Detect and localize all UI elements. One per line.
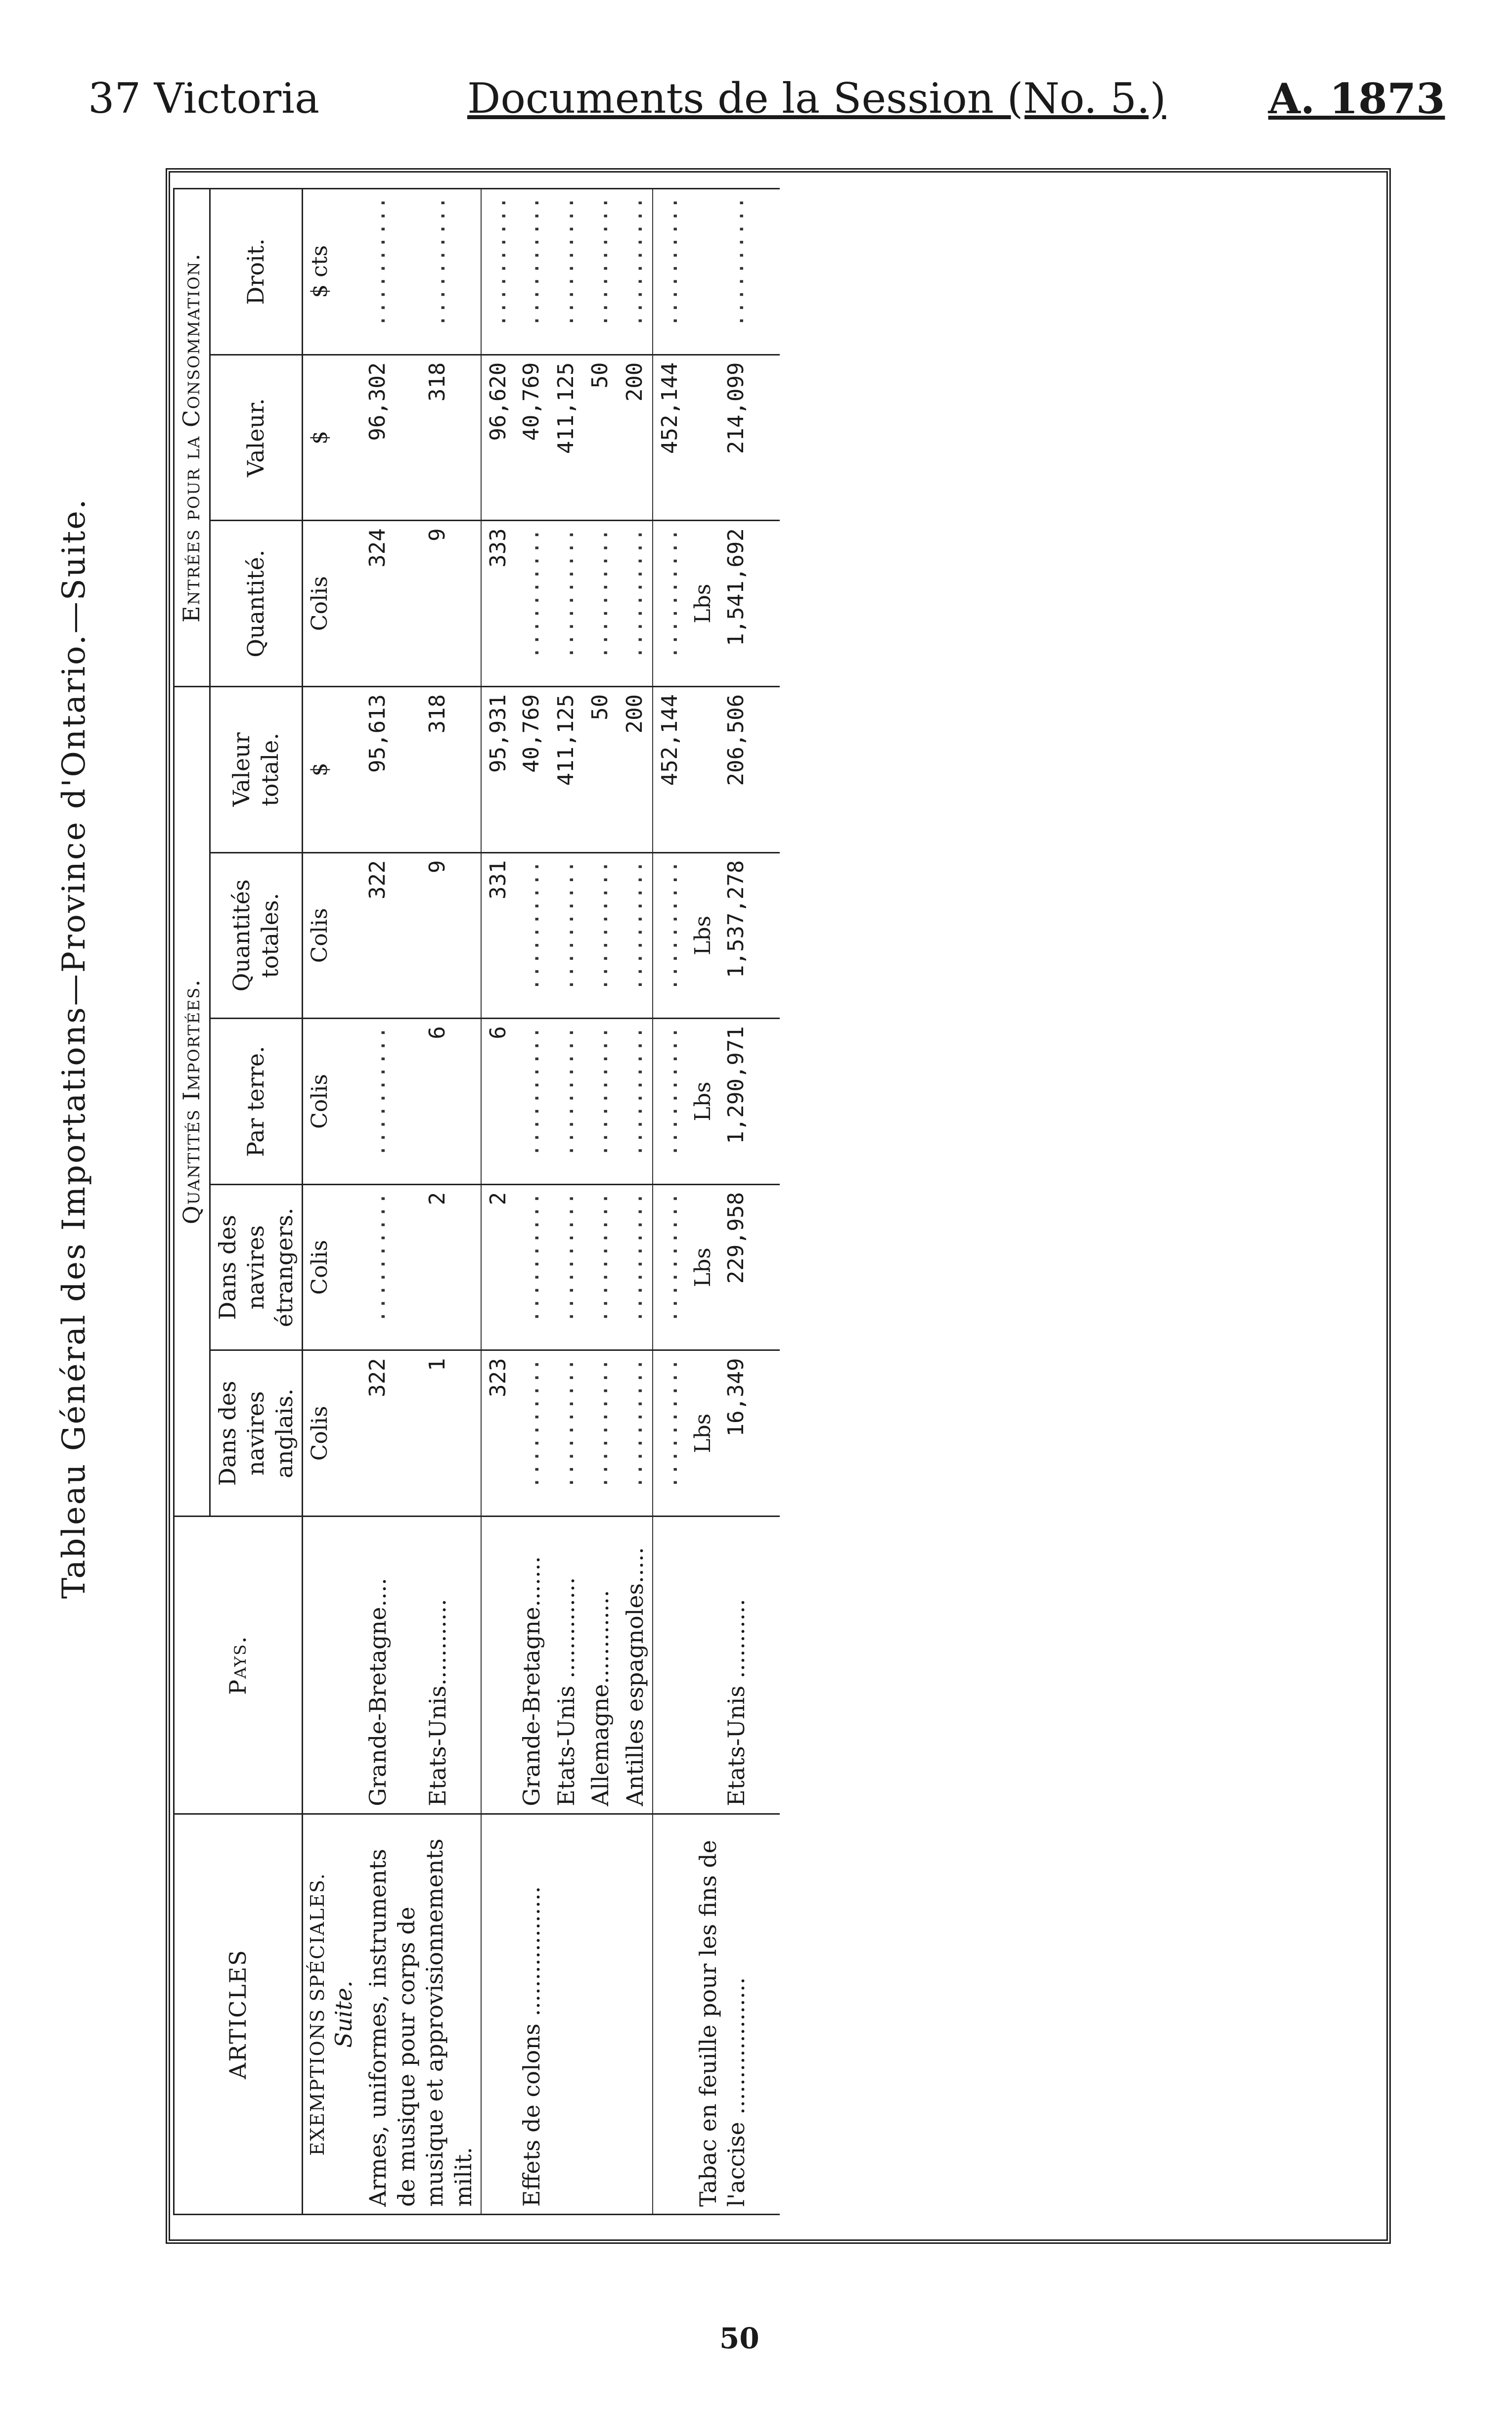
table-cell: 1,541,692 [719,521,754,687]
running-header-volume: 37 Victoria [88,74,320,123]
total-cell: .......... [653,1350,686,1517]
table-cell: 322 [361,1350,421,1517]
unit-label: Lbs [686,521,719,687]
table-cell: 9 [421,521,481,687]
table-cell: 318 [421,355,481,521]
group-entrees-consommation: Entrées pour la Consommation. [174,189,210,687]
table-cell: 200 [618,355,653,521]
table-cell: 9 [421,852,481,1019]
table-cell: .......... [361,189,421,355]
total-cell: 323 [481,1350,515,1517]
table-cell: .......... [583,1350,618,1517]
group-quantites-importees: Quantités Importées. [174,686,210,1516]
table-cell [686,189,719,355]
table-cell: 229,958 [719,1184,754,1350]
section-heading [303,1814,361,2214]
total-cell: 6 [481,1019,515,1185]
table-row [361,189,421,2215]
table-cell [754,1184,780,1350]
country-name: Antilles espagnoles..... [618,1517,653,1814]
unit-label: Colis [303,852,361,1019]
total-cell: 2 [481,1184,515,1350]
page-title: Tableau Général des Importations—Province d'Ontario.—Suite. [56,497,92,1599]
unit-label: Colis [303,1350,361,1517]
table-cell: 96,302 [361,355,421,521]
table-cell: .......... [549,189,584,355]
import-table [173,188,780,2215]
table-cell: 2 [421,1184,481,1350]
table-cell [754,1350,780,1517]
total-cell: 95,931 [481,686,515,852]
total-cell: 452,144 [653,686,686,852]
table-cell [653,1517,686,1814]
table-row [515,189,549,2215]
total-cell: 452,144 [653,355,686,521]
table-cell: .......... [361,1019,421,1185]
import-table-rotated [173,188,1063,2215]
article-name: Armes, uniformes, instruments de musique pour corps de musique et approvisionnements milit. [361,1814,481,2214]
total-cell: .......... [653,521,686,687]
total-cell: .......... [653,1019,686,1185]
unit-label: Lbs [686,1019,719,1185]
table-cell: .......... [583,521,618,687]
col-valeur-totale: Valeur totale. [210,686,303,852]
total-cell: 331 [481,852,515,1019]
table-cell: 322 [361,852,421,1019]
unit-label: Lbs [686,852,719,1019]
table-cell: .......... [583,189,618,355]
table-cell: .......... [549,1350,584,1517]
country-name: Etats-Unis .............. [549,1517,584,1814]
table-cell: .......... [549,1019,584,1185]
table-cell: 318 [421,686,481,852]
table-cell: 95,613 [361,686,421,852]
unit-label: Lbs [686,1350,719,1517]
section-title: EXEMPTIONS SPÉCIALES. [307,1873,328,2156]
table-cell: 40,769 [515,355,549,521]
table-cell: .......... [515,189,549,355]
col-droit: Droit. [210,189,303,355]
table-cell: 1,290,971 [719,1019,754,1185]
article-name: Tabac en feuille pour les fins de l'accise ................... [686,1814,754,2214]
running-header-year: A. 1873 [1268,74,1445,123]
col-navires-anglais: Dans des navires anglais. [210,1350,303,1517]
table-cell: .......... [515,521,549,687]
table-cell: 411,125 [549,355,584,521]
unit-label: $ [303,355,361,521]
table-cell: .......... [618,189,653,355]
table-cell: 324 [361,521,421,687]
table-cell: .......... [549,521,584,687]
table-cell [686,686,719,852]
table-cell: 50 [583,686,618,852]
table-cell: .......... [515,1350,549,1517]
table-row-spacer [754,189,780,2215]
table-cell [686,1517,719,1814]
article-name: Effets de colons .................. [515,1814,653,2214]
country-name: Etats-Unis............ [421,1517,481,1814]
table-cell: 200 [618,686,653,852]
table-cell: .......... [618,1019,653,1185]
table-row [686,189,719,2215]
table-row-total [653,189,686,2215]
unit-label: Lbs [686,1184,719,1350]
table-cell [754,1814,780,2214]
table-cell [303,1517,361,1814]
table-cell [754,1517,780,1814]
table-cell [481,1814,515,2214]
col-navires-etrangers: Dans des navires étrangers. [210,1184,303,1350]
table-cell: 50 [583,355,618,521]
section-subtitle: Suite. [330,1980,357,2048]
unit-label: $ cts [303,189,361,355]
table-cell: .......... [421,189,481,355]
total-cell: .......... [653,1184,686,1350]
total-cell: .......... [653,852,686,1019]
col-articles: ARTICLES [174,1814,303,2214]
total-cell: 333 [481,521,515,687]
table-cell [686,355,719,521]
col-valeur: Valeur. [210,355,303,521]
unit-label: Colis [303,521,361,687]
unit-label: Colis [303,1019,361,1185]
table-cell: .......... [583,852,618,1019]
table-cell: .......... [515,1019,549,1185]
col-quantites-totales: Quantités totales. [210,852,303,1019]
table-cell: .......... [515,852,549,1019]
table-cell: 1,537,278 [719,852,754,1019]
table-cell: 16,349 [719,1350,754,1517]
table-cell: .......... [618,1184,653,1350]
table-cell [754,1019,780,1185]
unit-label: Colis [303,1184,361,1350]
table-cell: .......... [618,852,653,1019]
unit-label: $ [303,686,361,852]
table-cell: 214,099 [719,355,754,521]
col-pays: Pays. [174,1517,303,1814]
table-cell [754,521,780,687]
col-par-terre: Par terre. [210,1019,303,1185]
table-cell: .......... [583,1184,618,1350]
table-row [303,189,361,2215]
page-number: 50 [719,2321,759,2355]
country-name: Grande-Bretagne....... [515,1517,549,1814]
table-cell: .......... [361,1184,421,1350]
table-cell: .......... [549,852,584,1019]
table-row-total [481,189,515,2215]
table-cell: .......... [583,1019,618,1185]
table-cell: 6 [421,1019,481,1185]
table-cell: .......... [549,1184,584,1350]
country-name: Grande-Bretagne.... [361,1517,421,1814]
table-cell [481,1517,515,1814]
table-cell: .......... [618,1350,653,1517]
country-name: Allemagne............. [583,1517,618,1814]
running-header-title: Documents de la Session (No. 5.) [467,74,1166,123]
table-cell: .......... [719,189,754,355]
table-cell [754,189,780,355]
col-quantite: Quantité. [210,521,303,687]
table-cell: .......... [618,521,653,687]
table-cell [653,1814,686,2214]
country-name: Etats-Unis ........... [719,1517,754,1814]
total-cell: .......... [653,189,686,355]
total-cell: .......... [481,189,515,355]
table-cell: 206,506 [719,686,754,852]
table-cell [754,355,780,521]
table-cell [754,686,780,852]
table-cell [754,852,780,1019]
table-cell: .......... [515,1184,549,1350]
total-cell: 96,620 [481,355,515,521]
table-cell: 1 [421,1350,481,1517]
table-cell: 40,769 [515,686,549,852]
table-cell: 411,125 [549,686,584,852]
